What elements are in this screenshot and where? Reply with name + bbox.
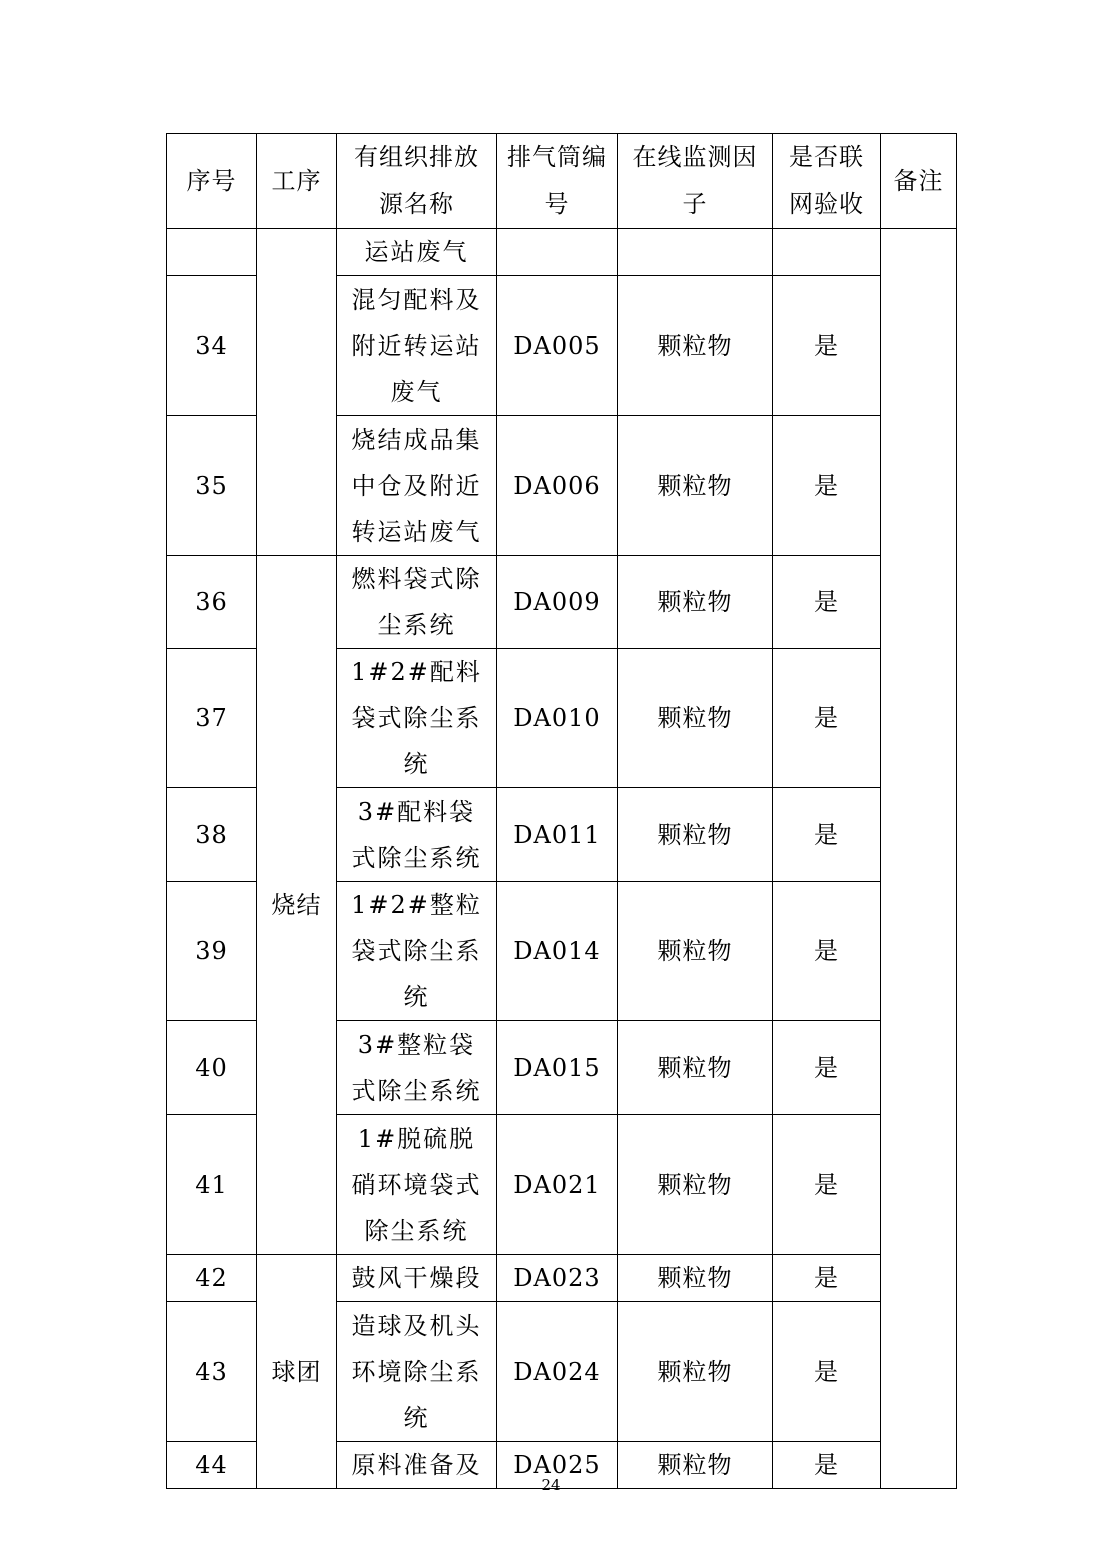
cell-monitor xyxy=(618,229,773,276)
cell-source: 烧结成品集中仓及附近转运站废气 xyxy=(337,416,497,556)
cell-monitor: 颗粒物 xyxy=(618,649,773,788)
table-row xyxy=(167,556,957,649)
cell-monitor: 颗粒物 xyxy=(618,276,773,416)
cell-seq: 37 xyxy=(167,649,257,788)
cell-monitor: 颗粒物 xyxy=(618,788,773,882)
cell-networked: 是 xyxy=(773,416,881,556)
cell-stack: DA009 xyxy=(497,556,618,649)
cell-source: 1#2#配料袋式除尘系统 xyxy=(337,649,497,788)
cell-monitor: 颗粒物 xyxy=(618,1021,773,1115)
cell-source: 鼓风干燥段 xyxy=(337,1255,497,1302)
cell-networked: 是 xyxy=(773,1255,881,1302)
cell-process-sintering: 烧结 xyxy=(257,556,337,1255)
header-remark: 备注 xyxy=(881,134,957,229)
cell-source: 运站废气 xyxy=(337,229,497,276)
table-row xyxy=(167,1255,957,1302)
cell-monitor: 颗粒物 xyxy=(618,416,773,556)
header-process: 工序 xyxy=(257,134,337,229)
cell-seq: 36 xyxy=(167,556,257,649)
cell-seq: 41 xyxy=(167,1115,257,1255)
cell-seq: 43 xyxy=(167,1302,257,1442)
cell-networked xyxy=(773,229,881,276)
cell-stack: DA024 xyxy=(497,1302,618,1442)
table-row-continued xyxy=(167,229,957,276)
cell-monitor: 颗粒物 xyxy=(618,1442,773,1489)
cell-seq: 34 xyxy=(167,276,257,416)
emission-source-table xyxy=(166,133,957,1489)
cell-stack: DA015 xyxy=(497,1021,618,1115)
cell-seq: 39 xyxy=(167,882,257,1021)
cell-source: 造球及机头环境除尘系统 xyxy=(337,1302,497,1442)
cell-source: 1#脱硫脱硝环境袋式除尘系统 xyxy=(337,1115,497,1255)
cell-seq: 38 xyxy=(167,788,257,882)
cell-networked: 是 xyxy=(773,882,881,1021)
cell-seq: 40 xyxy=(167,1021,257,1115)
cell-monitor: 颗粒物 xyxy=(618,556,773,649)
cell-networked: 是 xyxy=(773,1442,881,1489)
cell-source: 1#2#整粒袋式除尘系统 xyxy=(337,882,497,1021)
cell-source: 3#配料袋式除尘系统 xyxy=(337,788,497,882)
cell-monitor: 颗粒物 xyxy=(618,1302,773,1442)
cell-stack: DA006 xyxy=(497,416,618,556)
header-row xyxy=(167,134,957,229)
cell-seq: 42 xyxy=(167,1255,257,1302)
cell-remark xyxy=(881,229,957,1489)
cell-source: 原料准备及 xyxy=(337,1442,497,1489)
cell-networked: 是 xyxy=(773,788,881,882)
cell-stack: DA011 xyxy=(497,788,618,882)
header-stack: 排气筒编号 xyxy=(497,134,618,229)
cell-networked: 是 xyxy=(773,556,881,649)
cell-monitor: 颗粒物 xyxy=(618,1115,773,1255)
cell-networked: 是 xyxy=(773,1115,881,1255)
cell-seq: 44 xyxy=(167,1442,257,1489)
cell-seq xyxy=(167,229,257,276)
cell-stack: DA023 xyxy=(497,1255,618,1302)
cell-networked: 是 xyxy=(773,649,881,788)
cell-networked: 是 xyxy=(773,1302,881,1442)
header-seq: 序号 xyxy=(167,134,257,229)
cell-stack: DA005 xyxy=(497,276,618,416)
cell-seq: 35 xyxy=(167,416,257,556)
cell-process-pellet: 球团 xyxy=(257,1255,337,1489)
cell-monitor: 颗粒物 xyxy=(618,1255,773,1302)
cell-source: 燃料袋式除尘系统 xyxy=(337,556,497,649)
cell-source: 3#整粒袋式除尘系统 xyxy=(337,1021,497,1115)
cell-process-blank xyxy=(257,229,337,556)
cell-networked: 是 xyxy=(773,276,881,416)
cell-source: 混匀配料及附近转运站废气 xyxy=(337,276,497,416)
cell-stack: DA014 xyxy=(497,882,618,1021)
cell-monitor: 颗粒物 xyxy=(618,882,773,1021)
header-networked: 是否联网验收 xyxy=(773,134,881,229)
cell-stack: DA025 xyxy=(497,1442,618,1489)
header-source: 有组织排放源名称 xyxy=(337,134,497,229)
header-monitor: 在线监测因子 xyxy=(618,134,773,229)
cell-stack xyxy=(497,229,618,276)
page-number: 24 xyxy=(541,1476,561,1494)
cell-stack: DA021 xyxy=(497,1115,618,1255)
cell-stack: DA010 xyxy=(497,649,618,788)
cell-networked: 是 xyxy=(773,1021,881,1115)
